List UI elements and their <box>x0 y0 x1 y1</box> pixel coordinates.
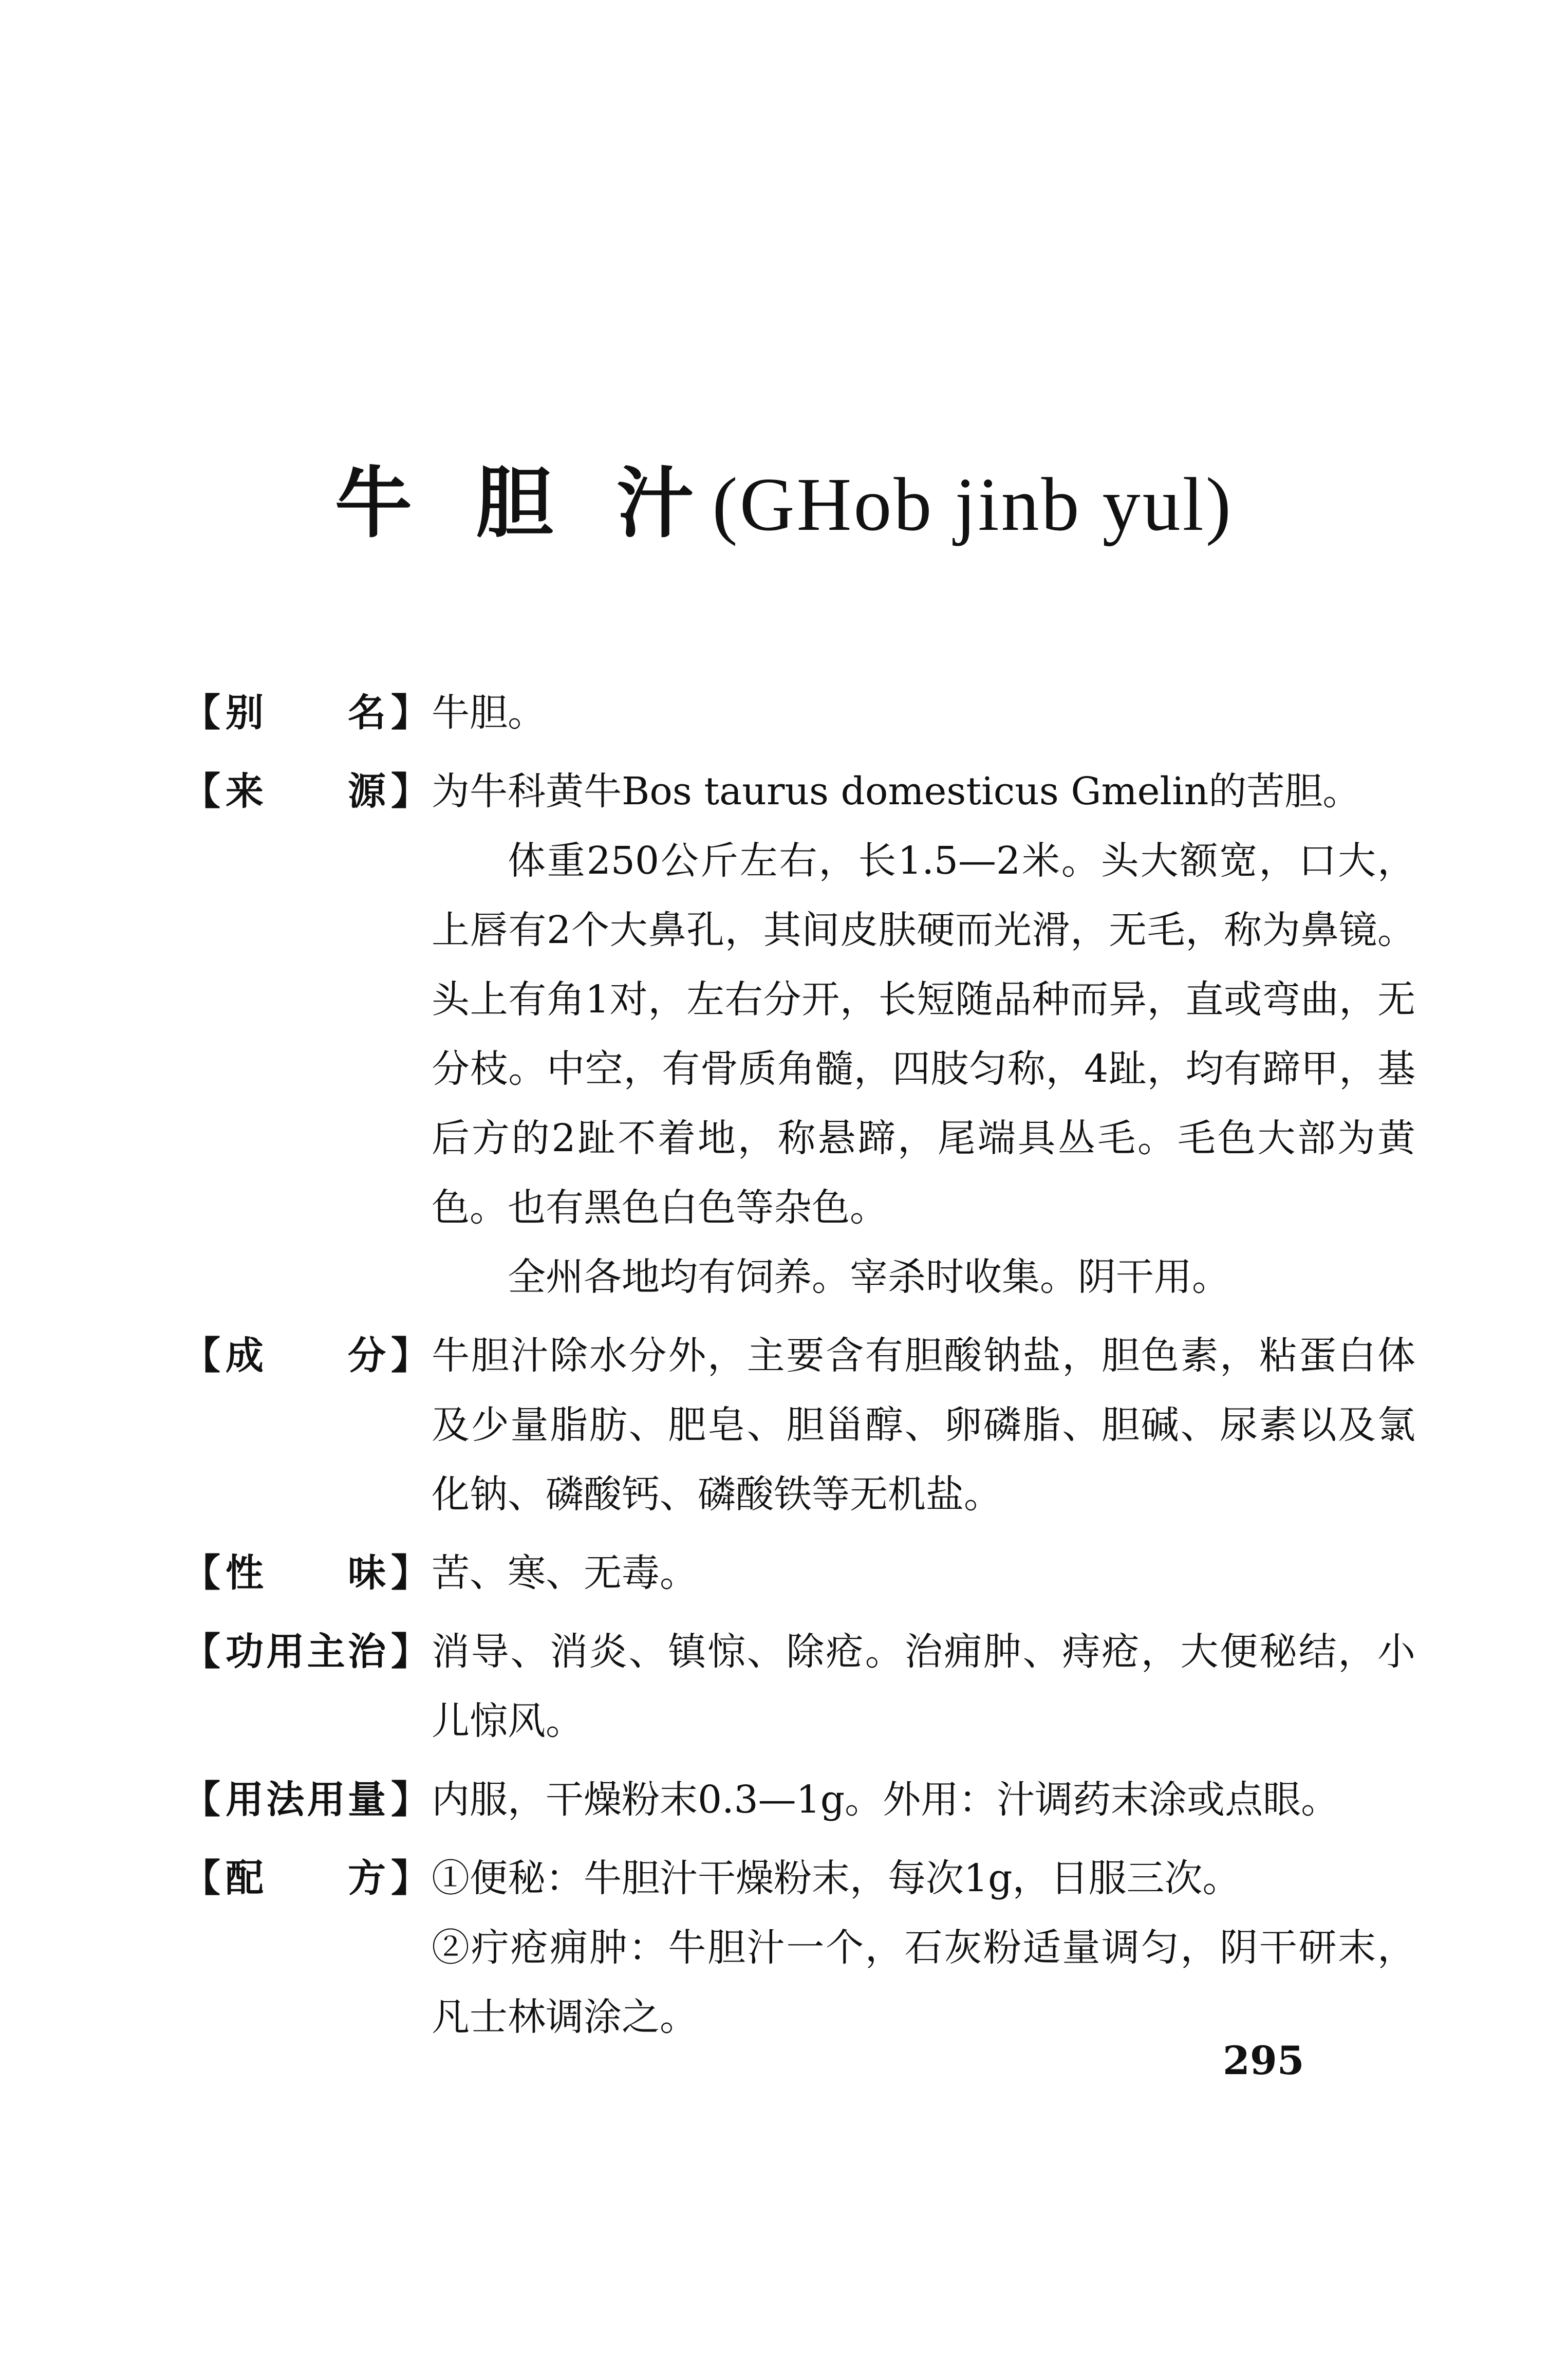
title-pinyin: (GHob jinb yul) <box>712 463 1234 547</box>
entry-label <box>182 757 429 826</box>
entry-label <box>182 678 429 748</box>
label-char: 别 <box>226 691 264 735</box>
entry-label-text <box>220 1321 391 1391</box>
entry-label <box>182 1539 429 1608</box>
entry-label <box>182 1844 429 1913</box>
page-title <box>0 452 1568 556</box>
entry-label-text <box>220 1617 391 1687</box>
label-bracket-open: 【 <box>182 691 220 735</box>
label-char: 治 <box>347 1630 386 1674</box>
label-char: 源 <box>348 769 386 814</box>
label-bracket-close: 】 <box>391 1630 429 1674</box>
label-char: 用 <box>226 1778 264 1822</box>
entry-paragraph: 体重250公斤左右，长1.5—2米。头大额宽，口大，上唇有2个大鼻孔，其间皮肤硬而光滑，无毛，称为鼻镜。头上有角1对，左右分开，长短随品种而异，直或弯曲，无分枝。中空，有骨质角髓，四肢匀称，4趾，均有蹄甲，基后方的2趾不着地，称悬蹄，尾端具丛毛。毛色大部为黄色。也有黑色白色等杂色。 <box>432 839 1415 1230</box>
label-char: 用 <box>266 1630 305 1674</box>
entry-paragraph: ②疔疮痈肿：牛胆汁一个，石灰粉适量调匀，阴干研末，凡士林调涂之。 <box>432 1926 1415 2039</box>
label-bracket-close: 】 <box>391 1856 429 1900</box>
entry-item <box>182 757 1415 1312</box>
entry-paragraph: 全州各地均有饲养。宰杀时收集。阴干用。 <box>508 1255 1230 1299</box>
entry-body <box>432 1844 1415 2052</box>
entry-item <box>182 1765 1415 1835</box>
label-char: 主 <box>307 1630 345 1674</box>
title-chinese: 牛 胆 汁 <box>334 459 713 548</box>
label-char: 方 <box>348 1856 386 1900</box>
entry-list <box>182 678 1415 2061</box>
label-char: 来 <box>226 769 264 814</box>
label-char: 量 <box>347 1778 386 1822</box>
entry-body <box>432 1321 1415 1529</box>
entry-paragraph: 牛胆汁除水分外，主要含有胆酸钠盐，胆色素，粘蛋白体及少量脂肪、肥皂、胆甾醇、卵磷脂、胆碱、尿素以及氯化钠、磷酸钙、磷酸铁等无机盐。 <box>432 1334 1415 1517</box>
entry-paragraph: 消导、消炎、镇惊、除疮。治痈肿、痔疮，大便秘结，小儿惊风。 <box>432 1630 1415 1743</box>
entry-item <box>182 1321 1415 1529</box>
label-bracket-close: 】 <box>391 1551 429 1595</box>
label-bracket-close: 】 <box>391 769 429 814</box>
entry-paragraph: ①便秘：牛胆汁干燥粉末，每次1g，日服三次。 <box>432 1856 1241 1900</box>
entry-item <box>182 678 1415 748</box>
entry-label-text <box>220 1844 391 1913</box>
label-bracket-open: 【 <box>182 1856 220 1900</box>
entry-label-text <box>220 1765 391 1835</box>
label-char: 法 <box>266 1778 305 1822</box>
label-char: 功 <box>226 1630 264 1674</box>
entry-label-text <box>220 757 391 826</box>
entry-label <box>182 1321 429 1391</box>
entry-label <box>182 1617 429 1687</box>
label-bracket-close: 】 <box>391 691 429 735</box>
label-bracket-open: 【 <box>182 1551 220 1595</box>
entry-label <box>182 1765 429 1835</box>
entry-item <box>182 1844 1415 2052</box>
entry-body <box>432 1765 1415 1835</box>
entry-paragraph: 为牛科黄牛Bos taurus domesticus Gmelin的苦胆。 <box>432 769 1361 814</box>
label-bracket-close: 】 <box>391 1778 429 1822</box>
label-char: 成 <box>226 1334 264 1378</box>
label-char: 配 <box>226 1856 264 1900</box>
entry-label-text <box>220 1539 391 1608</box>
label-bracket-close: 】 <box>391 1334 429 1378</box>
label-bracket-open: 【 <box>182 1334 220 1378</box>
label-char: 用 <box>307 1778 345 1822</box>
label-bracket-open: 【 <box>182 769 220 814</box>
entry-paragraph: 牛胆。 <box>432 691 546 735</box>
entry-paragraph: 内服，干燥粉末0.3—1g。外用：汁调药末涂或点眼。 <box>432 1778 1339 1822</box>
entry-body <box>432 678 1415 748</box>
entry-item <box>182 1617 1415 1756</box>
label-char: 分 <box>348 1334 386 1378</box>
entry-paragraph: 苦、寒、无毒。 <box>432 1551 698 1595</box>
page-number: 295 <box>1223 2038 1304 2083</box>
label-bracket-open: 【 <box>182 1630 220 1674</box>
entry-label-text <box>220 678 391 748</box>
entry-body <box>432 1617 1415 1756</box>
entry-body <box>432 757 1415 1312</box>
label-bracket-open: 【 <box>182 1778 220 1822</box>
entry-item <box>182 1539 1415 1608</box>
label-char: 名 <box>348 691 386 735</box>
label-char: 味 <box>348 1551 386 1595</box>
entry-body <box>432 1539 1415 1608</box>
label-char: 性 <box>226 1551 264 1595</box>
